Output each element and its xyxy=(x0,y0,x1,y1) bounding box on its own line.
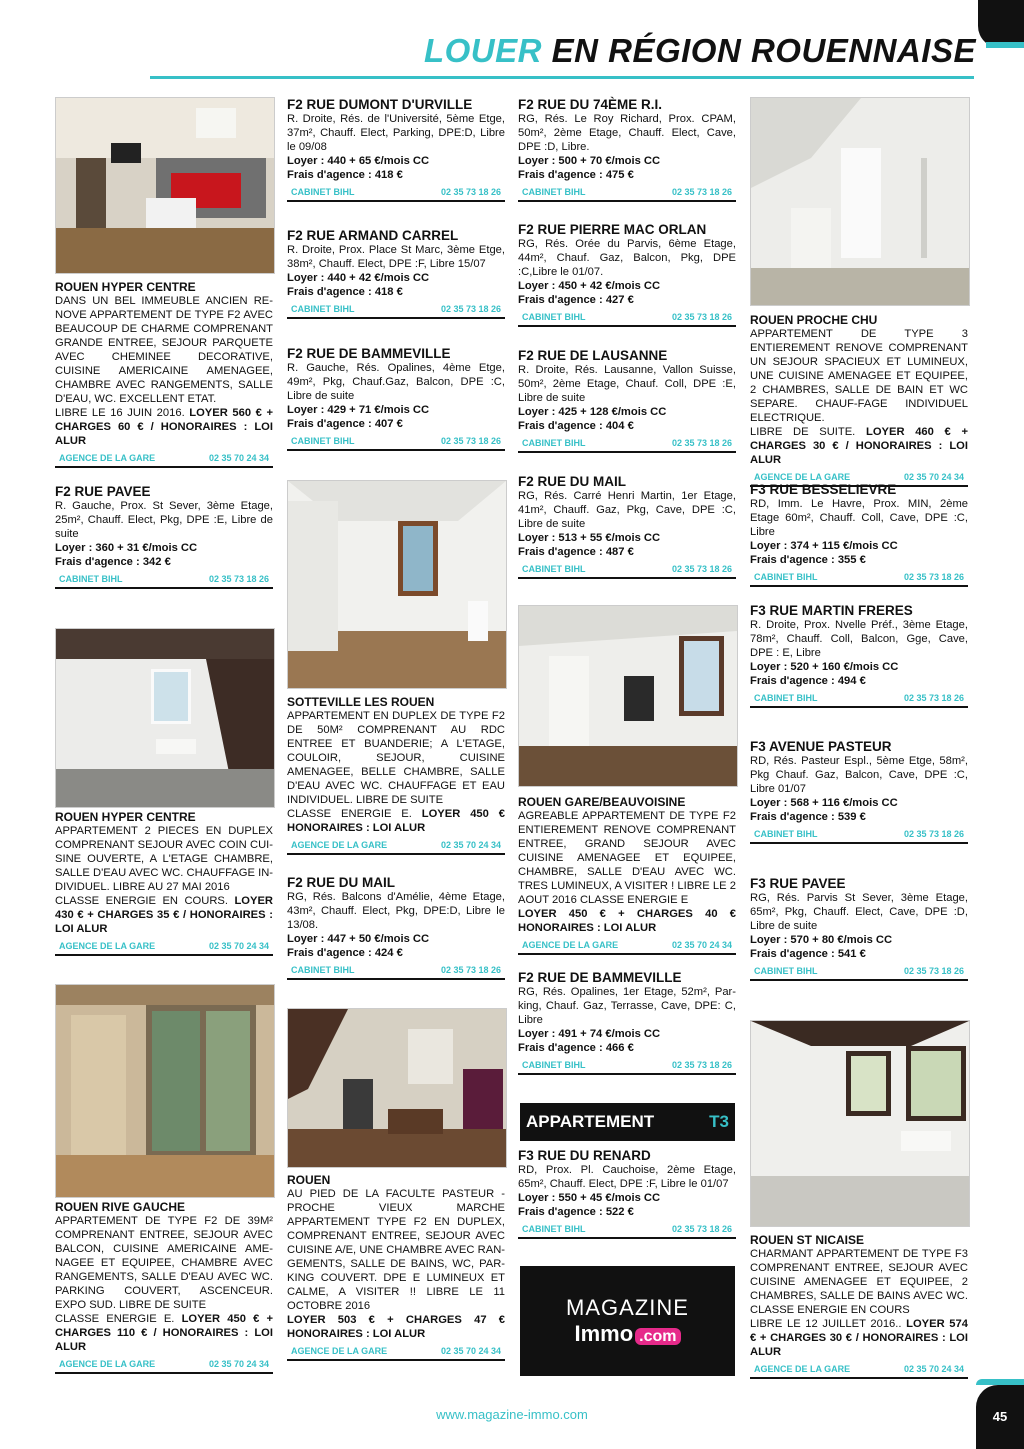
listing-f3-rue-pavee xyxy=(750,876,968,981)
listing-fees: Frais d'agence : 418 € xyxy=(287,169,403,181)
agency-line xyxy=(518,936,736,955)
agency-line xyxy=(55,937,273,956)
listing-title: F2 RUE DUMONT D'URVILLE xyxy=(287,97,473,112)
listing-desc: APPARTEMENT DE TYPE 3 ENTIEREMENT RENOVE COMPRENANT UN SEJOUR SPACIEUX ET LUMINEUX, UNE CUISINE AMENAGEE ET EQUIPEE, 2 CHAMBRES, SALLE DE BAIN ET WC SEPARE. CHAUF-FAGE INDIVIDUEL ELECTRIQUE. xyxy=(750,328,968,424)
listing-desc: APPARTEMENT 2 PIECES EN DUPLEX COMPRENANT SEJOUR AVEC COIN CUI-SINE OUVERTE, A L'ETAGE CHAMBRE, SALLE D'EAU AVEC WC. CHAUFFAGE IN-DIVIDUEL. LIBRE AU 27 MAI 2016 xyxy=(55,825,273,893)
listing-f2-rue-du-mail-1 xyxy=(518,474,736,579)
listing-title: F2 RUE PAVEE xyxy=(55,484,151,499)
listing-rent: LOYER 430 € + CHARGES 35 € / HONORAIRES : LOI ALUR xyxy=(55,895,273,935)
listing-fees: Frais d'agence : 494 € xyxy=(750,675,866,687)
listing-rent: Loyer : 500 + 70 €/mois CC xyxy=(518,155,661,167)
agency-name: CABINET BIHL xyxy=(754,966,818,976)
listing-f2-rue-du-74eme xyxy=(518,97,736,202)
banner-type: T3 xyxy=(709,1112,729,1131)
listing-rent: Loyer : 440 + 42 €/mois CC xyxy=(287,272,430,284)
listing-rent: Loyer : 450 + 42 €/mois CC xyxy=(518,280,661,292)
listing-fees: Frais d'agence : 424 € xyxy=(287,947,403,959)
agency-name: CABINET BIHL xyxy=(754,693,818,703)
agency-phone: 02 35 73 18 26 xyxy=(903,966,964,976)
agency-phone: 02 35 73 18 26 xyxy=(671,438,732,448)
listing-availability: LIBRE LE 12 JUILLET 2016.. xyxy=(750,1318,907,1330)
agency-phone: 02 35 73 18 26 xyxy=(671,564,732,574)
listing-fees: Frais d'agence : 404 € xyxy=(518,420,634,432)
agency-line xyxy=(518,1056,736,1075)
photo-bright-hallway xyxy=(750,97,970,306)
listing-sotteville-les-rouen xyxy=(287,695,505,855)
listing-desc: R. Gauche, Rés. Opalines, 4ème Etge, 49m², Pkg, Chauf.Gaz, Balcon, DPE :C, Libre de suite xyxy=(287,362,505,402)
listing-title: F3 RUE PAVEE xyxy=(750,876,846,891)
listing-availability: LIBRE DE SUITE. xyxy=(750,426,866,438)
agency-name: CABINET BIHL xyxy=(291,304,355,314)
listing-f3-rue-martin-freres xyxy=(750,603,968,708)
listing-desc: AU PIED DE LA FACULTE PASTEUR - PROCHE VIEUX MARCHE APPARTEMENT TYPE F2 EN DUPLEX, COMPRENANT ENTREE, SEJOUR AVEC CUISINE A/E, UNE CHAMBRE AVEC RAN-GEMENTS, SALLE DE BAINS, WC, PAR-KING COUVERT. DPE E LUMINEUX ET CALME, A VISITER !! LIBRE LE 11 OCTOBRE 2016 xyxy=(287,1188,505,1312)
listing-desc: RG, Rés. Le Roy Richard, Prox. CPAM, 50m², 2ème Etage, Chauff. Elect, Cave, DPE :D, Libre. xyxy=(518,113,736,153)
listing-title: ROUEN HYPER CENTRE xyxy=(55,810,196,824)
listing-title: F2 RUE DU 74ÈME R.I. xyxy=(518,97,663,112)
listing-rent: Loyer : 374 + 115 €/mois CC xyxy=(750,540,898,552)
agency-name: CABINET BIHL xyxy=(754,829,818,839)
agency-line xyxy=(287,183,505,202)
agency-phone: 02 35 73 18 26 xyxy=(440,436,501,446)
agency-name: CABINET BIHL xyxy=(59,574,123,584)
logo-line-2: Immo xyxy=(574,1321,634,1346)
agency-line xyxy=(287,300,505,319)
photo-balcony-window xyxy=(55,984,275,1198)
agency-line xyxy=(518,183,736,202)
agency-line xyxy=(750,689,968,708)
agency-phone: 02 35 73 18 26 xyxy=(671,187,732,197)
agency-name: AGENCE DE LA GARE xyxy=(754,1364,851,1374)
listing-rouen-faculte xyxy=(287,1173,505,1361)
listing-desc: R. Droite, Rés. de l'Université, 5ème Etge, 37m², Chauff. Elect, Parking, DPE:D, Libre le 09/08 xyxy=(287,113,505,153)
listing-f3-rue-besselievre xyxy=(750,482,968,587)
listing-desc: RG, Rés. Orée du Parvis, 6ème Etage, 44m², Chauf. Gaz, Balcon, Pkg, DPE :C,Libre le 01/07. xyxy=(518,238,736,278)
listing-rent: Loyer : 513 + 55 €/mois CC xyxy=(518,532,661,544)
agency-phone: 02 35 73 18 26 xyxy=(440,965,501,975)
listing-f2-rue-de-lausanne xyxy=(518,348,736,453)
listing-rouen-rive-gauche xyxy=(55,1200,273,1374)
agency-line xyxy=(750,962,968,981)
listing-desc: CHARMANT APPARTEMENT DE TYPE F3 COMPRENANT ENTREE, SEJOUR AVEC CUISINE AMENAGEE ET EQUIPEE, 2 CHAMBRES, SALLE DE BAINS AVEC WC. CLASSE ENERGIE EN COURS xyxy=(750,1248,968,1316)
listing-rent: LOYER 460 € + CHARGES 30 € / HONORAIRES : LOI ALUR xyxy=(750,426,968,466)
agency-phone: 02 35 70 24 34 xyxy=(440,840,501,850)
listing-f2-rue-dumont-durville xyxy=(287,97,505,202)
agency-line xyxy=(55,570,273,589)
agency-line xyxy=(518,434,736,453)
listing-f2-rue-du-mail-2 xyxy=(287,875,505,980)
logo-line-1: MAGAZINE xyxy=(566,1295,689,1320)
agency-phone: 02 35 70 24 34 xyxy=(903,472,964,482)
listing-desc: R. Droite, Prox. Nvelle Préf., 3ème Etage, 78m², Chauff. Coll, Balcon, Gge, Cave, DPE : E, Libre xyxy=(750,619,968,659)
listing-availability: CLASSE ENERGIE E. xyxy=(55,1313,182,1325)
agency-name: AGENCE DE LA GARE xyxy=(291,1346,388,1356)
agency-line xyxy=(518,1220,736,1239)
agency-line xyxy=(55,449,273,468)
listing-title: ROUEN RIVE GAUCHE xyxy=(55,1200,186,1214)
listing-rent: Loyer : 429 + 71 €/mois CC xyxy=(287,404,430,416)
listing-rent: Loyer : 550 + 45 €/mois CC xyxy=(518,1192,661,1204)
listing-f2-rue-de-bammeville xyxy=(287,346,505,451)
agency-name: CABINET BIHL xyxy=(754,572,818,582)
listing-title: F2 RUE PIERRE MAC ORLAN xyxy=(518,222,707,237)
agency-line xyxy=(750,825,968,844)
agency-phone: 02 35 70 24 34 xyxy=(208,941,269,951)
listing-title: ROUEN HYPER CENTRE xyxy=(55,280,196,294)
listing-rent: Loyer : 491 + 74 €/mois CC xyxy=(518,1028,661,1040)
listing-fees: Frais d'agence : 355 € xyxy=(750,554,866,566)
listing-desc: R. Droite, Rés. Lausanne, Vallon Suisse, 50m², 2ème Etage, Chauf. Coll, DPE :E, Libre de suite xyxy=(518,364,736,404)
listing-fees: Frais d'agence : 418 € xyxy=(287,286,403,298)
listing-rent: LOYER 503 € + CHARGES 47 € HONORAIRES : LOI ALUR xyxy=(287,1314,505,1340)
listing-title: SOTTEVILLE LES ROUEN xyxy=(287,695,435,709)
listing-rent: Loyer : 570 + 80 €/mois CC xyxy=(750,934,893,946)
listing-rouen-gare-beauvoisine xyxy=(518,795,736,955)
agency-name: CABINET BIHL xyxy=(291,187,355,197)
agency-phone: 02 35 73 18 26 xyxy=(440,304,501,314)
agency-name: CABINET BIHL xyxy=(522,312,586,322)
agency-name: CABINET BIHL xyxy=(522,564,586,574)
agency-name: AGENCE DE LA GARE xyxy=(522,940,619,950)
listing-title: F2 RUE DU MAIL xyxy=(518,474,626,489)
agency-phone: 02 35 73 18 26 xyxy=(671,1060,732,1070)
listing-desc: RD, Rés. Pasteur Espl., 5ème Etge, 58m², Pkg Chauf. Gaz, Balcon, Cave, DPE :C, Libre 01/07 xyxy=(750,755,968,795)
listing-rent: Loyer : 520 + 160 €/mois CC xyxy=(750,661,899,673)
listing-fees: Frais d'agence : 475 € xyxy=(518,169,634,181)
appartement-t3-banner xyxy=(520,1103,735,1141)
agency-phone: 02 35 73 18 26 xyxy=(903,829,964,839)
agency-phone: 02 35 70 24 34 xyxy=(208,453,269,463)
agency-phone: 02 35 73 18 26 xyxy=(671,1224,732,1234)
agency-phone: 02 35 70 24 34 xyxy=(671,940,732,950)
listing-title: ROUEN xyxy=(287,1173,331,1187)
agency-phone: 02 35 73 18 26 xyxy=(440,187,501,197)
banner-label: APPARTEMENT xyxy=(526,1112,655,1131)
agency-name: CABINET BIHL xyxy=(522,187,586,197)
agency-line xyxy=(287,836,505,855)
listing-availability: LIBRE LE 16 JUIN 2016. xyxy=(55,407,190,419)
listing-title: F3 RUE BESSELIEVRE xyxy=(750,482,897,497)
listing-desc: APPARTEMENT EN DUPLEX DE TYPE F2 DE 50M² COMPRENANT AU RDC ENTREE ET BUANDERIE; A L'ETAGE, COULOIR, SEJOUR, CUISINE AMENAGEE, BELLE CHAMBRE, SALLE D'EAU AVEC WC. CHAUFFAGE ET EAU INDIVIDUEL. LIBRE DE SUITE xyxy=(287,710,505,806)
agency-name: AGENCE DE LA GARE xyxy=(59,453,156,463)
photo-furnished-living xyxy=(287,1008,507,1168)
listing-fees: Frais d'agence : 407 € xyxy=(287,418,403,430)
listing-title: F3 AVENUE PASTEUR xyxy=(750,739,892,754)
agency-phone: 02 35 70 24 34 xyxy=(903,1364,964,1374)
listing-desc: RG, Rés. Opalines, 1er Etage, 52m², Par-king, Chauf. Gaz, Terrasse, Cave, DPE: C, Libre xyxy=(518,986,736,1026)
magazine-immo-logo xyxy=(520,1266,735,1376)
footer-website-link[interactable]: www.magazine-immo.com xyxy=(436,1407,588,1422)
agency-phone: 02 35 70 24 34 xyxy=(208,1359,269,1369)
listing-rouen-st-nicaise xyxy=(750,1233,968,1379)
listing-rent: Loyer : 360 + 31 €/mois CC xyxy=(55,542,198,554)
title-rest: EN RÉGION ROUENNAISE xyxy=(551,32,976,69)
listing-rent: Loyer : 568 + 116 €/mois CC xyxy=(750,797,898,809)
agency-line xyxy=(518,308,736,327)
agency-name: CABINET BIHL xyxy=(522,1224,586,1234)
listing-fees: Frais d'agence : 342 € xyxy=(55,556,171,568)
agency-name: CABINET BIHL xyxy=(522,1060,586,1070)
agency-phone: 02 35 73 18 26 xyxy=(903,693,964,703)
agency-phone: 02 35 73 18 26 xyxy=(903,572,964,582)
logo-suffix: .com xyxy=(635,1328,680,1345)
agency-name: AGENCE DE LA GARE xyxy=(291,840,388,850)
listing-desc: RG, Rés. Parvis St Sever, 3ème Etage, 65m², Pkg, Chauff. Elect, Cave, DPE :D, Libre de suite xyxy=(750,892,968,932)
corner-tab xyxy=(978,0,1024,48)
listing-desc: RD, Prox. Pl. Cauchoise, 2ème Etage, 65m², Chauff. Elect, DPE :F, Libre le 01/07 xyxy=(518,1164,736,1190)
agency-name: AGENCE DE LA GARE xyxy=(59,1359,156,1369)
agency-phone: 02 35 73 18 26 xyxy=(671,312,732,322)
listing-fees: Frais d'agence : 539 € xyxy=(750,811,866,823)
listing-fees: Frais d'agence : 466 € xyxy=(518,1042,634,1054)
title-accent: LOUER xyxy=(423,32,542,69)
listing-f2-rue-pavee xyxy=(55,484,273,589)
listing-title: F3 RUE DU RENARD xyxy=(518,1148,651,1163)
agency-line xyxy=(750,568,968,587)
listing-rent: LOYER 450 € HONORAIRES : LOI ALUR xyxy=(287,808,505,834)
listing-rouen-hyper-centre-1 xyxy=(55,280,273,468)
listing-title: F3 RUE MARTIN FRERES xyxy=(750,603,913,618)
listing-availability: CLASSE ENERGIE E. xyxy=(287,808,422,820)
listing-desc: APPARTEMENT DE TYPE F2 DE 39M² COMPRENANT ENTREE, SEJOUR AVEC BALCON, CUISINE AMERICAINE AME-NAGEE ET EQUIPEE, CHAMBRE AVEC RANGEMENTS, SALLE D'EAU AVEC WC. PARKING COUVERT, ASCENCEUR. EXPO SUD. LIBRE DE SUITE xyxy=(55,1215,273,1311)
listing-title: ROUEN GARE/BEAUVOISINE xyxy=(518,795,686,809)
listing-f2-rue-pierre-mac-orlan xyxy=(518,222,736,327)
listing-rent: LOYER 450 € + CHARGES 40 € HONORAIRES : LOI ALUR xyxy=(518,908,736,934)
listing-desc: RD, Imm. Le Havre, Prox. MIN, 2ème Etage 60m², Chauff. Coll, Cave, DPE :C, Libre xyxy=(750,498,968,538)
listing-desc: DANS UN BEL IMMEUBLE ANCIEN RE-NOVE APPARTEMENT DE TYPE F2 AVEC BEAUCOUP DE CHARME COMPRENANT GRANDE ENTREE, SEJOUR PARQUETE AVEC CHEMINEE DECORATIVE, CUISINE AMERICAINE AMENAGEE, CHAMBRE AVEC RANGEMENTS, SALLE D'EAU, WC. EXCELLENT ETAT. xyxy=(55,295,273,405)
listing-fees: Frais d'agence : 427 € xyxy=(518,294,634,306)
listing-desc: AGREABLE APPARTEMENT DE TYPE F2 ENTIEREMENT RENOVE COMPRENANT ENTREE, GRAND SEJOUR AVEC CUISINE AMENAGEE ET EQUIPEE, CHAMBRE, SALLE D'EAU AVEC WC. TRES LUMINEUX, A VISITER ! LIBRE LE 2 AOUT 2016 CLASSE ENERGIE E xyxy=(518,810,736,906)
photo-duplex-staircase xyxy=(55,628,275,808)
listing-title: F2 RUE ARMAND CARREL xyxy=(287,228,459,243)
listing-rouen-hyper-centre-2 xyxy=(55,810,273,956)
listing-rent: LOYER 574 € + CHARGES 30 € / HONORAIRES : LOI ALUR xyxy=(750,1318,968,1358)
agency-line xyxy=(750,1360,968,1379)
agency-line xyxy=(55,1355,273,1374)
listing-desc: RG, Rés. Balcons d'Amélie, 4ème Etage, 43m², Chauff. Elect, Pkg, DPE:D, Libre le 13/08. xyxy=(287,891,505,931)
agency-phone: 02 35 70 24 34 xyxy=(440,1346,501,1356)
listing-fees: Frais d'agence : 487 € xyxy=(518,546,634,558)
agency-name: CABINET BIHL xyxy=(522,438,586,448)
agency-name: CABINET BIHL xyxy=(291,965,355,975)
listing-title: ROUEN PROCHE CHU xyxy=(750,313,878,327)
listing-title: F2 RUE DU MAIL xyxy=(287,875,395,890)
agency-name: AGENCE DE LA GARE xyxy=(754,472,851,482)
page-number: 45 xyxy=(976,1385,1024,1449)
listing-rent: Loyer : 425 + 128 €/mois CC xyxy=(518,406,667,418)
listing-fees: Frais d'agence : 522 € xyxy=(518,1206,634,1218)
agency-line xyxy=(518,560,736,579)
agency-line xyxy=(287,961,505,980)
listing-rent: Loyer : 440 + 65 €/mois CC xyxy=(287,155,430,167)
listing-title: ROUEN ST NICAISE xyxy=(750,1233,865,1247)
photo-kitchen-corner xyxy=(518,605,738,787)
listing-desc: R. Gauche, Prox. St Sever, 3ème Etage, 25m², Chauff. Elect, Pkg, DPE :E, Libre de suite xyxy=(55,500,273,540)
listing-f3-avenue-pasteur xyxy=(750,739,968,844)
page-title xyxy=(0,32,976,70)
listing-title: F2 RUE DE BAMMEVILLE xyxy=(518,970,682,985)
listing-rent: Loyer : 447 + 50 €/mois CC xyxy=(287,933,430,945)
listing-f2-rue-armand-carrel xyxy=(287,228,505,319)
listing-desc: RG, Rés. Carré Henri Martin, 1er Etage, 41m², Chauff. Gaz, Pkg, Cave, DPE :C, Libre de suite xyxy=(518,490,736,530)
photo-living-room-red-sofa xyxy=(55,97,275,274)
agency-name: CABINET BIHL xyxy=(291,436,355,446)
listing-title: F2 RUE DE BAMMEVILLE xyxy=(287,346,451,361)
listing-f3-rue-du-renard xyxy=(518,1148,736,1239)
listing-title: F2 RUE DE LAUSANNE xyxy=(518,348,668,363)
agency-line xyxy=(287,1342,505,1361)
listing-fees: Frais d'agence : 541 € xyxy=(750,948,866,960)
photo-room-window xyxy=(287,480,507,689)
listing-rent: LOYER 560 € + CHARGES 60 € / HONORAIRES : LOI ALUR xyxy=(55,407,273,447)
listing-desc: R. Droite, Prox. Place St Marc, 3ème Etge, 38m², Chauff. Elect, DPE :F, Libre 15/07 xyxy=(287,244,505,270)
listing-rent: LOYER 450 € + CHARGES 110 € / HONORAIRES : LOI ALUR xyxy=(55,1313,273,1353)
photo-empty-room-windows xyxy=(750,1020,970,1227)
header-rule xyxy=(150,76,974,79)
listing-availability: CLASSE ENERGIE EN COURS. xyxy=(55,895,235,907)
listing-f2-rue-de-bammeville-2 xyxy=(518,970,736,1075)
agency-phone: 02 35 73 18 26 xyxy=(208,574,269,584)
agency-name: AGENCE DE LA GARE xyxy=(59,941,156,951)
agency-line xyxy=(287,432,505,451)
listing-rouen-proche-chu xyxy=(750,313,968,487)
